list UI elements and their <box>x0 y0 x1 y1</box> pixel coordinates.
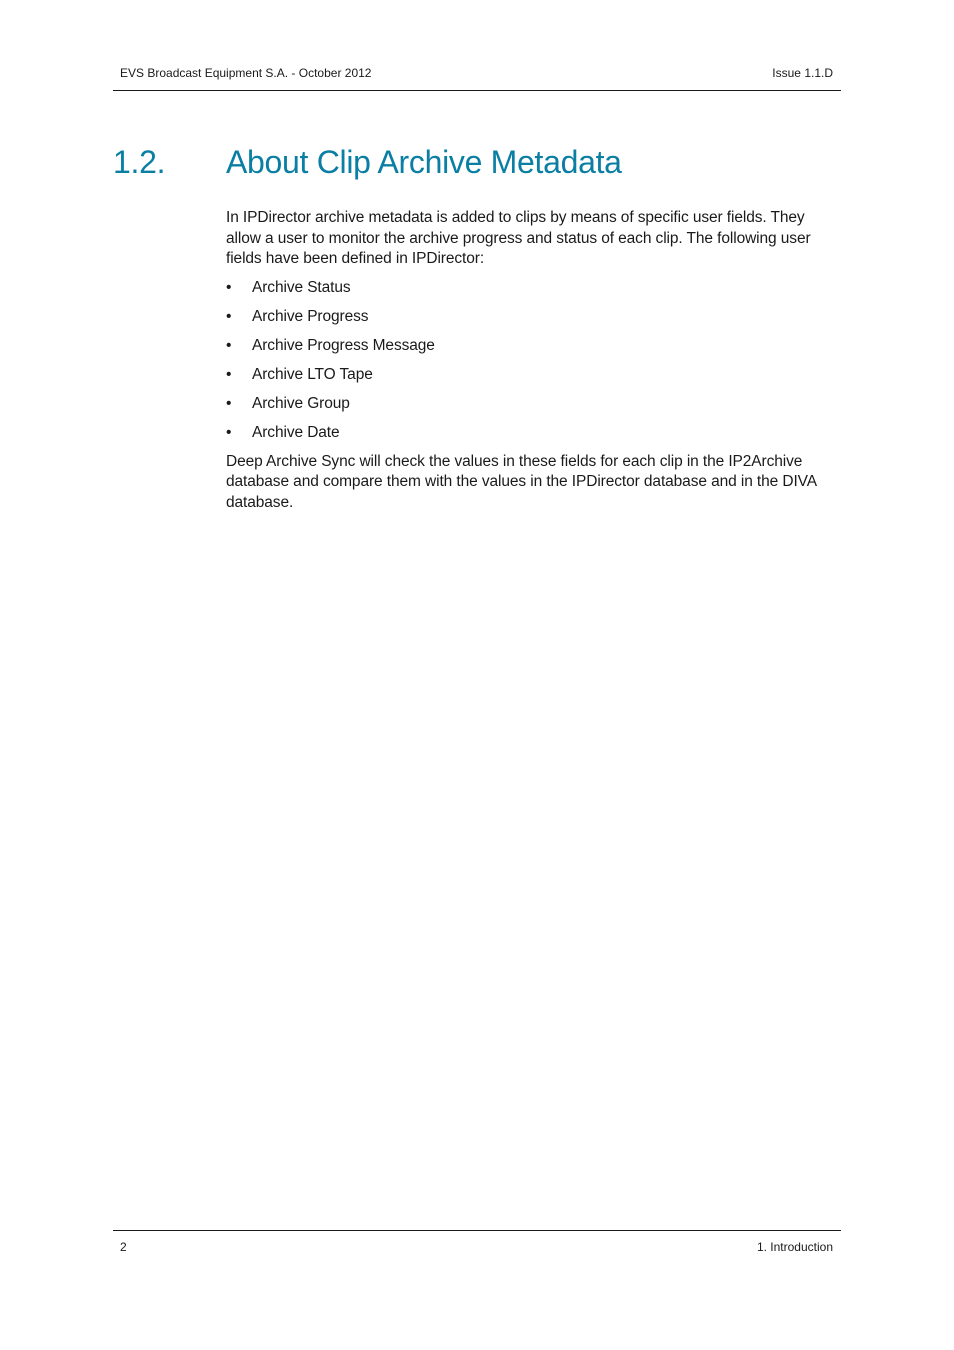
list-item-label: Archive Date <box>252 423 340 441</box>
section-heading <box>113 140 841 184</box>
bullet-icon: • <box>226 278 232 296</box>
page-number: 2 <box>120 1240 127 1254</box>
list-item <box>226 423 831 444</box>
bullet-icon: • <box>226 423 232 441</box>
list-item-label: Archive LTO Tape <box>252 365 373 383</box>
chapter-name: 1. Introduction <box>756 1240 833 1254</box>
bullet-icon: • <box>226 307 232 325</box>
closing-paragraph: Deep Archive Sync will check the values in these fields for each clip in the IP2Archive database and compare them with the values in the IPDirector database and in the DIVA database. <box>226 452 817 511</box>
list-item <box>226 336 831 357</box>
list-item <box>226 307 831 328</box>
list-item-label: Archive Progress <box>252 307 369 325</box>
header-issue: Issue 1.1.D <box>772 66 833 80</box>
section-number: 1.2. <box>113 144 166 180</box>
section-title: About Clip Archive Metadata <box>226 144 622 180</box>
list-item-label: Archive Group <box>252 394 350 412</box>
page-header <box>113 64 841 91</box>
list-item-label: Archive Status <box>252 278 351 296</box>
bullet-icon: • <box>226 365 232 383</box>
list-item <box>226 278 831 299</box>
list-item-label: Archive Progress Message <box>252 336 435 354</box>
page-footer <box>113 1230 841 1254</box>
list-item <box>226 365 831 386</box>
intro-paragraph: In IPDirector archive metadata is added to clips by means of specific user fields. They allow a user to monitor the archive progress and status of each clip. The following user fields have been defined in IPDirector: <box>226 209 811 267</box>
user-fields-list <box>226 278 831 444</box>
section-body <box>226 208 831 513</box>
bullet-icon: • <box>226 336 232 354</box>
list-item <box>226 394 831 415</box>
bullet-icon: • <box>226 394 232 412</box>
header-publisher: EVS Broadcast Equipment S.A. - October 2012 <box>120 66 372 80</box>
